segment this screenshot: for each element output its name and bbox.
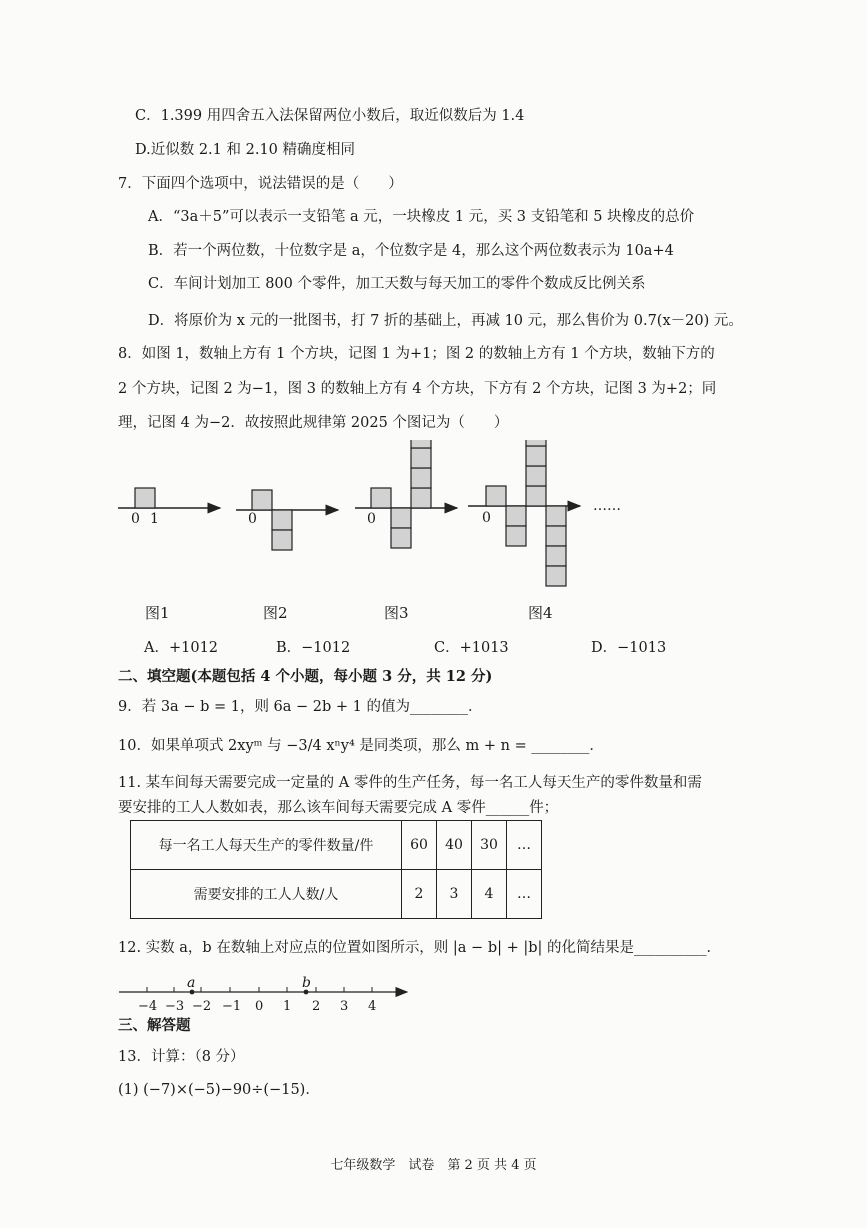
- tick-label: 2: [312, 999, 321, 1014]
- fig4-zero-label: 0: [482, 510, 491, 526]
- q8-line1: 8．如图 1，数轴上方有 1 个方块，记图 1 为+1；图 2 的数轴上方有 1 个方块，数轴下方的: [118, 346, 715, 362]
- q7-stem: 7．下面四个选项中，说法错误的是（ ）: [118, 176, 403, 192]
- q9: 9．若 3a − b = 1，则 6a − 2b + 1 的值为________．: [118, 699, 483, 715]
- q12-stem: 12. 实数 a，b 在数轴上对应点的位置如图所示，则 |a − b| + |b| 的化简结果是__________．: [118, 940, 722, 956]
- point-a-label: a: [187, 975, 196, 991]
- table-row-header: 每一名工人每天生产的零件数量/件: [131, 821, 402, 870]
- page-footer: 七年级数学 试卷 第 2 页 共 4 页: [330, 1158, 537, 1173]
- q10: 10．如果单项式 2xyᵐ 与 −3/4 xⁿy⁴ 是同类项，那么 m + n = ________．: [118, 738, 604, 754]
- q11-line1: 11. 某车间每天需要完成一定量的 A 零件的生产任务，每一名工人每天生产的零件数量和需: [118, 775, 702, 791]
- fig2-zero-label: 0: [248, 511, 257, 527]
- figure-3: [355, 440, 457, 548]
- table-cell: 4: [472, 870, 507, 919]
- continuation-dots: ……: [593, 498, 621, 514]
- tick-label: 0: [255, 999, 264, 1014]
- q8-line2: 2 个方块，记图 2 为−1，图 3 的数轴上方有 4 个方块，下方有 2 个方块，记图 3 为+2；同: [118, 381, 717, 397]
- q13-stem: 13．计算：（8 分）: [118, 1049, 245, 1065]
- tick-label: −4: [138, 999, 158, 1014]
- table-cell: 40: [437, 821, 472, 870]
- tick-label: 1: [283, 999, 292, 1014]
- fig1-caption: 图1: [145, 604, 170, 622]
- q8-option-d: D．−1013: [591, 640, 667, 656]
- tick-label: −1: [222, 999, 242, 1014]
- q7-option-d: D．将原价为 x 元的一批图书，打 7 折的基础上，再减 10 元，那么售价为 0.7(x－20) 元。: [148, 313, 743, 329]
- fig3-zero-label: 0: [367, 511, 376, 527]
- table-cell: 30: [472, 821, 507, 870]
- table-cell: 60: [402, 821, 437, 870]
- fig1-one-label: 1: [150, 511, 159, 527]
- tick-label: 3: [340, 999, 349, 1014]
- section-3-heading: 三、解答题: [118, 1017, 191, 1034]
- section-2-heading: 二、填空题(本题包括 4 个小题，每小题 3 分，共 12 分): [118, 668, 493, 685]
- point-b-label: b: [302, 975, 311, 991]
- tick-label: −3: [165, 999, 185, 1014]
- q7-option-b: B．若一个两位数，十位数字是 a，个位数字是 4，那么这个两位数表示为 10a+4: [148, 243, 674, 259]
- q8-line3: 理，记图 4 为−2．故按照此规律第 2025 个图记为（ ）: [118, 415, 509, 431]
- tick-marks: [147, 987, 372, 992]
- q8-option-c: C．+1013: [434, 640, 509, 656]
- fig1-zero-label: 0: [131, 511, 140, 527]
- q7-option-a: A．“3a＋5”可以表示一支铅笔 a 元，一块橡皮 1 元，买 3 支铅笔和 5 块橡皮的总价: [148, 209, 695, 225]
- fig3-caption: 图3: [384, 604, 409, 622]
- q7-option-c: C．车间计划加工 800 个零件，加工天数与每天加工的零件个数成反比例关系: [148, 276, 646, 292]
- table-row-header: 需要安排的工人人数/人: [131, 870, 402, 919]
- table-cell: 2: [402, 870, 437, 919]
- tick-label: −2: [192, 999, 212, 1014]
- table-row: [131, 870, 542, 919]
- q11-line2: 要安排的工人人数如表，那么该车间每天需要完成 A 零件______件；: [118, 800, 559, 816]
- q8-option-b: B．−1012: [276, 640, 351, 656]
- fig4-caption: 图4: [528, 604, 553, 622]
- q13-part1: (1) (−7)×(−5)−90÷(−15)．: [118, 1082, 320, 1098]
- figure-1: [118, 488, 220, 508]
- table-cell: 3: [437, 870, 472, 919]
- table-cell: …: [507, 870, 542, 919]
- q6-option-c: C．1.399 用四舍五入法保留两位小数后，取近似数后为 1.4: [135, 108, 525, 124]
- fig2-caption: 图2: [263, 604, 288, 622]
- q6-option-d: D.近似数 2.1 和 2.10 精确度相同: [135, 142, 355, 158]
- q8-option-a: A．+1012: [144, 640, 219, 656]
- table-row: [131, 821, 542, 870]
- q11-table: [130, 820, 542, 919]
- tick-label: 4: [368, 999, 377, 1014]
- table-cell: …: [507, 821, 542, 870]
